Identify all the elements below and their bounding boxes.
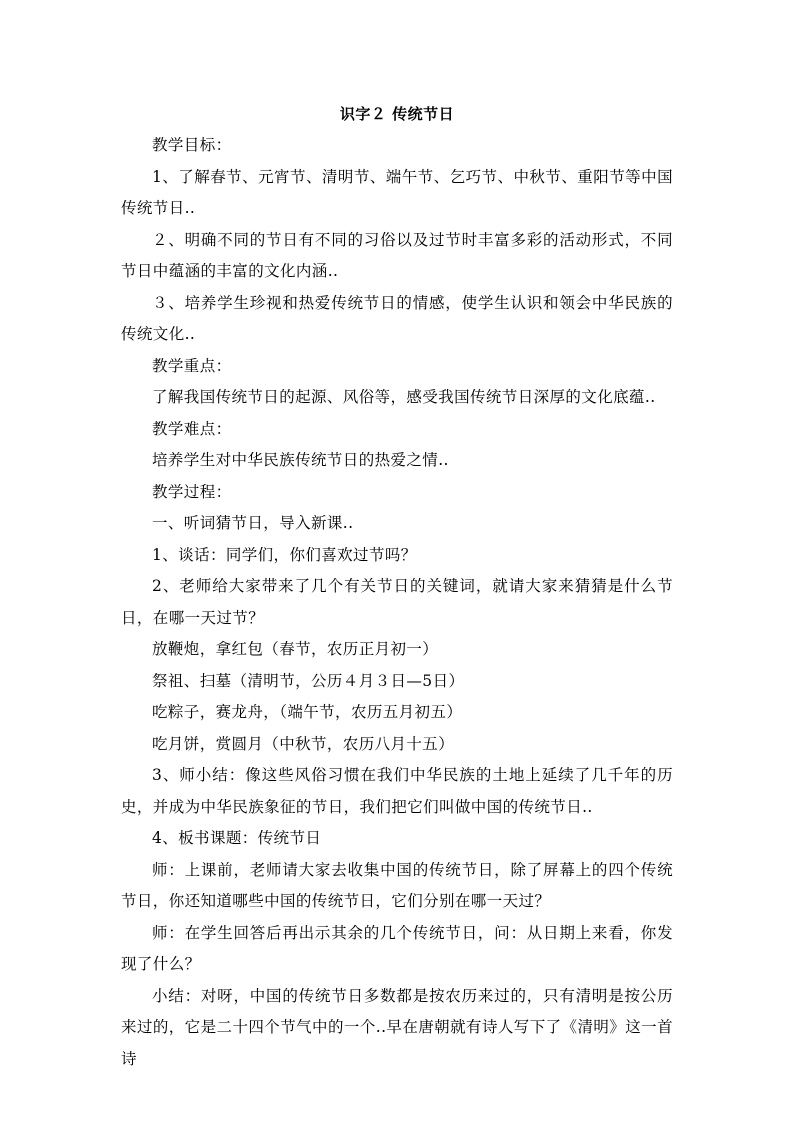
teacher-paragraph-1: 师：上课前，老师请大家去收集中国的传统节日，除了屏幕上的四个传统节日，你还知道哪些中国的传统节日，它们分别在哪一天过？ xyxy=(121,860,673,910)
process-item-2: 2、老师给大家带来了几个有关节日的关键词，就请大家来猜猜是什么节日，在哪一天过节？ xyxy=(121,577,673,627)
keyword-line-spring-festival: 放鞭炮，拿红包（春节，农历正月初一） xyxy=(152,640,439,658)
difficulties-text: 培养学生对中华民族传统节日的热爱之情.. xyxy=(152,451,449,469)
document-page xyxy=(121,102,673,1075)
keyword-line-mid-autumn: 吃月饼，赏圆月（中秋节，农历八月十五） xyxy=(152,734,455,753)
key-points-text: 了解我国传统节日的起源、风俗等，感受我国传统节日深厚的文化底蕴.. xyxy=(152,388,656,406)
section-heading-difficulties: 教学难点： xyxy=(152,419,232,438)
keyword-line-duanwu: 吃粽子，赛龙舟，（端午节，农历五月初五） xyxy=(152,703,463,721)
keyword-line-qingming: 祭祖、扫墓（清明节，公历４月３日—5日） xyxy=(152,671,465,690)
section-heading-objectives: 教学目标： xyxy=(152,136,232,154)
objective-3: ３、培养学生珍视和热爱传统节日的情感，使学生认识和领会中华民族的传统文化.. xyxy=(121,293,673,343)
process-item-4: 4、板书课题：传统节日 xyxy=(152,829,322,847)
objective-1: 1、了解春节、元宵节、清明节、端午节、乞巧节、中秋节、重阳节等中国传统节日.. xyxy=(121,167,673,217)
objective-2: ２、明确不同的节日有不同的习俗以及过节时丰富多彩的活动形式，不同节日中蕴涵的丰富的文化内涵.. xyxy=(121,230,673,280)
process-item-3: 3、师小结：像这些风俗习惯在我们中华民族的土地上延续了几千年的历史，并成为中华民族象征的节日，我们把它们叫做中国的传统节日.. xyxy=(121,766,673,816)
section-heading-process: 教学过程： xyxy=(152,482,232,501)
document-title: 识字２ 传统节日 xyxy=(339,105,455,123)
summary-paragraph: 小结：对呀，中国的传统节日多数都是按农历来过的，只有清明是按公历来过的，它是二十四个节气中的一个..早在唐朝就有诗人写下了《清明》这一首诗 xyxy=(121,986,673,1068)
teacher-paragraph-2: 师：在学生回答后再出示其余的几个传统节日，问：从日期上来看，你发现了什么？ xyxy=(121,923,673,973)
section-heading-key-points: 教学重点： xyxy=(152,356,232,375)
process-step-1: 一、听词猜节日，导入新课.. xyxy=(152,514,354,532)
process-item-1: 1、谈话：同学们，你们喜欢过节吗？ xyxy=(152,545,417,564)
